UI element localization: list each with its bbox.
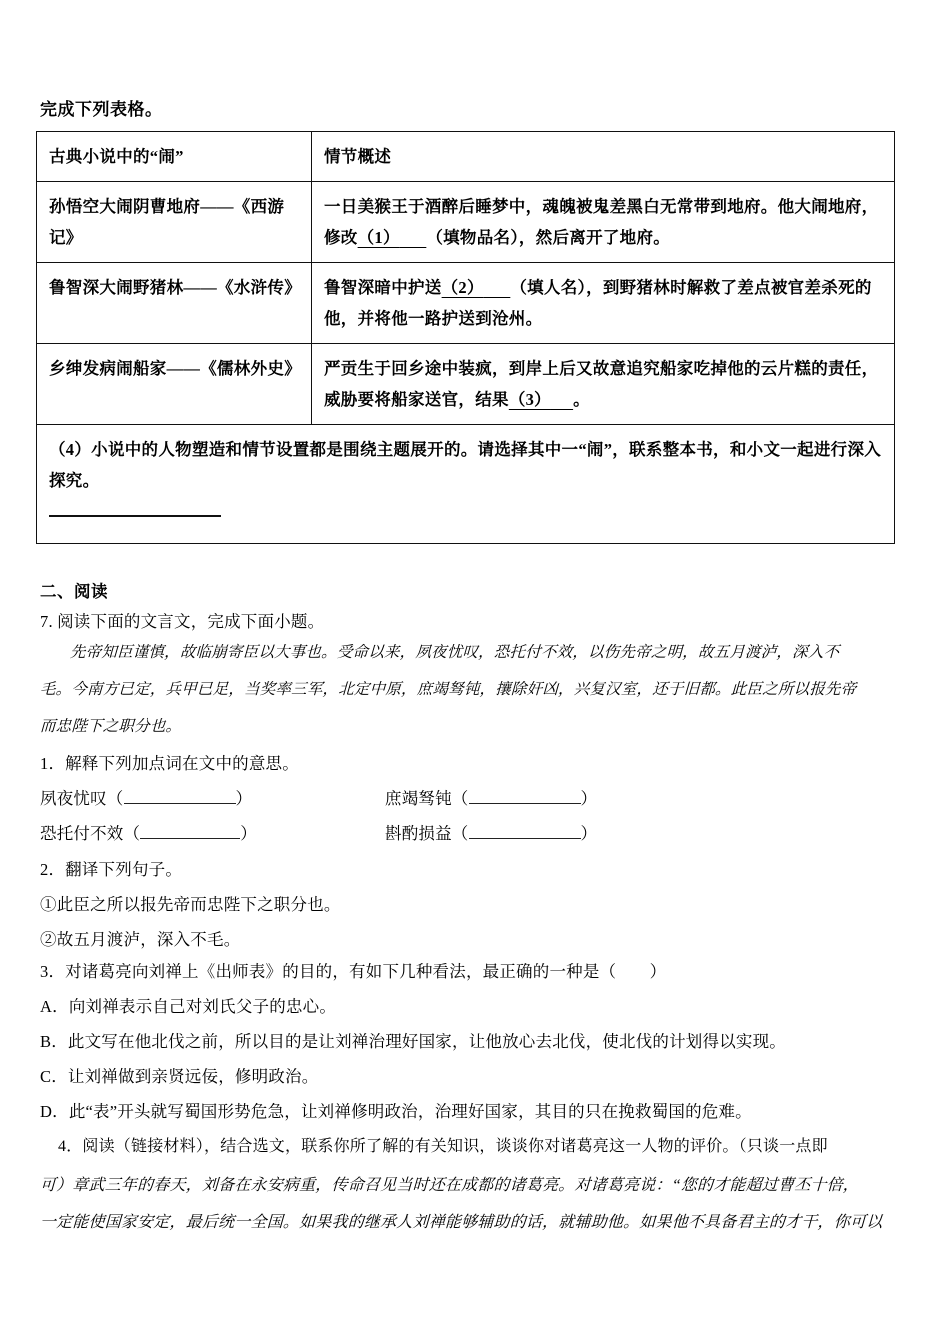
table-row [37,263,895,344]
row3-summary-part1: 严贡生于回乡途中装疯，到岸上后又故意追究船家吃掉他的云片糕的责任，威胁要将船家送官，结果 [324,359,879,409]
q7-sub4-line-1: 4．阅读（链接材料），结合选文，联系你所了解的有关知识，谈谈你对诸葛亮这一人物的评价。（只谈一点即 [58,1138,828,1155]
answer-blank-shujienudun[interactable] [469,790,581,804]
q7-sub3-option-a[interactable]: A．向刘禅表示自己对刘氏父子的忠心。 [40,997,337,1016]
q7-prompt: 7. 阅读下面的文言文，完成下面小题。 [40,612,325,631]
term-kongtuofubuxiao: 恐托付不效（ [40,824,141,843]
q7-sub1-pair2-right [385,820,597,844]
row1-blank-line[interactable] [400,228,427,247]
q7-passage-line-3: 而忠陛下之职分也。 [39,718,182,735]
row3-blank-line[interactable] [551,390,573,409]
q7-sub3-option-d[interactable]: D．此“表”开头就写蜀国形势危急，让刘禅修明政治，治理好国家，其目的只在挽救蜀国的危难。 [40,1102,752,1121]
row1-work-text: 孙悟空大闹阴曹地府——《西游记》 [49,197,285,247]
paren-close-2: ） [580,789,598,808]
term-suyeyoutan: 夙夜忧叹（ [40,789,124,808]
row3-work-cell [37,344,312,425]
table-header-row [37,132,895,182]
q7-sub1-pair1-right [385,785,597,809]
table-header-summary-label: 情节概述 [324,147,392,166]
row3-summary-cell [312,344,895,425]
q7-sub2-prompt: 2．翻译下列句子。 [40,860,183,879]
section-heading-reading: 二、阅读 [40,582,108,601]
q7-passage-line-2: 毛。今南方已定，兵甲已足，当奖率三军，北定中原，庶竭驽钝，攘除奸凶，兴复汉室，还于旧都。此臣之所以报先帝 [39,681,857,698]
plot-summary-table [36,131,895,544]
table-row [37,182,895,263]
q7-sub1-prompt: 1．解释下列加点词在文中的意思。 [40,754,299,773]
paren-close-3: ） [240,824,257,843]
row3-work-text: 乡绅发病闹船家——《儒林外史》 [49,359,301,378]
table-row-question4 [37,425,895,544]
paren-close-4: ） [580,824,598,843]
row1-blank-label[interactable]: （1） [357,228,400,247]
row3-summary-part2: 。 [573,390,590,409]
answer-blank-kongtuofubuxiao[interactable] [140,825,240,839]
q7-sub3-prompt: 3．对诸葛亮向刘禅上《出师表》的目的，有如下几种看法，最正确的一种是（ ） [40,962,667,981]
row2-work-cell [37,263,312,344]
q7-passage-line-1: 先帝知臣谨慎，故临崩寄臣以大事也。受命以来，夙夜忧叹，恐托付不效，以伤先帝之明，故五月渡泸，深入不 [69,644,840,661]
row1-work-cell [37,182,312,263]
q7-sub1-pair1-left [40,785,252,809]
q7-sub1-pair2-left [40,820,257,844]
row3-blank-label[interactable]: （3） [508,390,551,409]
row1-summary-part1: 一日美猴王于酒醉后睡梦中，魂魄被鬼差黑白无常带到地府。他大闹地府，修改 [324,197,879,247]
answer-blank-suyeyoutan[interactable] [124,790,236,804]
row4-question-text: （4）小说中的人物塑造和情节设置都是围绕主题展开的。请选择其中一“闹”，联系整本书，和小文一起进行深入探究。 [49,440,882,490]
row4-question-cell [37,425,895,544]
term-zhenzhuosunyi: 斟酌损益（ [385,824,469,843]
term-shujienudun: 庶竭驽钝（ [385,789,469,808]
q7-sub2-item-1: ①此臣之所以报先帝而忠陛下之职分也。 [40,895,341,914]
row2-summary-part1: 鲁智深暗中护送 [324,278,442,297]
table-row [37,344,895,425]
table-header-summary [312,132,895,182]
q7-sub3-option-c[interactable]: C．让刘禅做到亲贤远佞，修明政治。 [40,1067,319,1086]
q7-sub2-item-2: ②故五月渡泸，深入不毛。 [40,930,241,949]
q7-sub3-option-b[interactable]: B．此文写在他北伐之前，所以目的是让刘禅治理好国家，让他放心去北伐，使北伐的计划得以实现。 [40,1032,787,1051]
q7-sub4-line-3: 一定能使国家安定，最后统一全国。如果我的继承人刘禅能够辅助的话，就辅助他。如果他不具备君主的才干，你可以 [39,1214,883,1231]
answer-blank-zhenzhuosunyi[interactable] [469,825,581,839]
paren-close-1: ） [235,789,253,808]
row1-summary-part2: （填物品名），然后离开了地府。 [426,228,671,247]
row2-work-text: 鲁智深大闹野猪林——《水浒传》 [49,278,301,297]
table-header-work-label: 古典小说中的“闹” [49,147,184,166]
row4-answer-blank[interactable] [49,514,221,517]
row1-summary-cell [312,182,895,263]
row2-summary-cell [312,263,895,344]
row2-summary-part2: （填人名），到野猪林时解救了差点被官差杀死的他，并将他一路护送到沧州。 [324,278,872,328]
intro-line: 完成下列表格。 [40,100,163,119]
row2-blank-line[interactable] [484,278,511,297]
table-header-work [37,132,312,182]
q7-sub4-line-2: 可）章武三年的春天，刘备在永安病重，传命召见当时还在成都的诸葛亮。对诸葛亮说：“您的才能超过曹丕十倍， [39,1177,860,1194]
row2-blank-label[interactable]: （2） [441,278,484,297]
